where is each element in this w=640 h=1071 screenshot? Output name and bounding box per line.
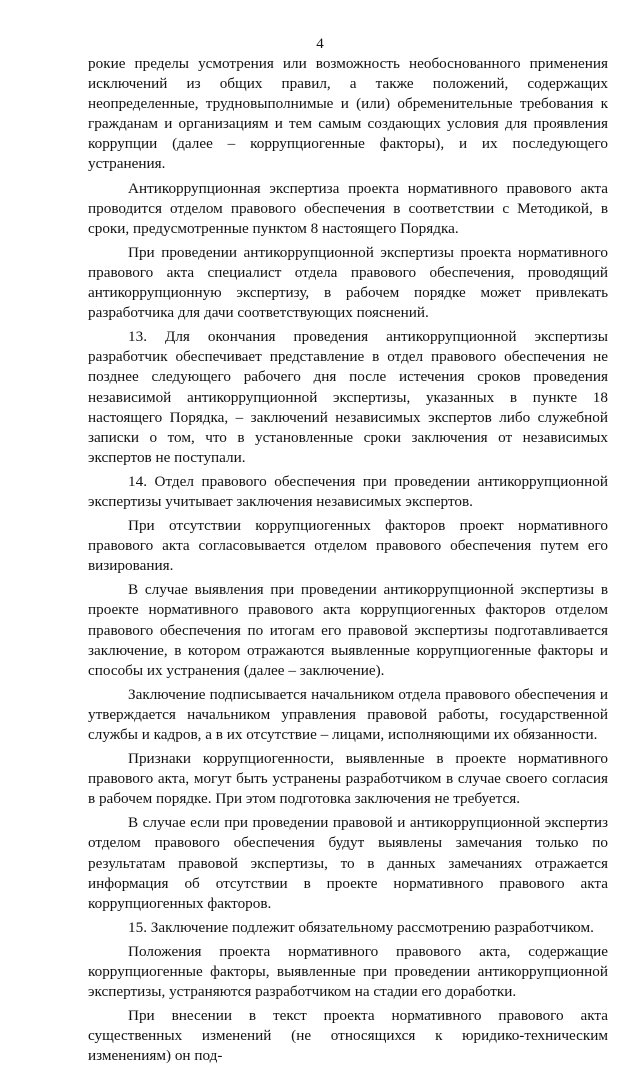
paragraph-item-15: 15. Заключение подлежит обязательному рассмотрению разработчиком. bbox=[128, 918, 594, 936]
paragraph: Антикоррупционная экспертиза проекта нормативного правового акта проводится отделом правового обеспечения в соответствии с Методикой, в сроки, предусмотренные пунктом 8 настоящего Порядка. bbox=[88, 179, 608, 237]
paragraph: В случае если при проведении правовой и антикоррупционной экспертиз отделом правового обеспечения будут выявлены замечания только по результатам правовой экспертизы, то в данных замечаниях отражается информация об отсутствии в проекте нормативного правового акта коррупциогенных факторов. bbox=[88, 814, 608, 912]
paragraph: В случае выявления при проведении антикоррупционной экспертизы в проекте нормативного правового акта коррупциогенных факторов отделом правового обеспечения по итогам его правовой экспертизы подготавливается заключение, в котором отражаются выявленные коррупциогенные факторы и способы их устранения (далее – заключение). bbox=[88, 581, 608, 679]
paragraph-item-13: 13. Для окончания проведения антикоррупционной экспертизы разработчик обеспечивает представление в отдел правового обеспечения не позднее следующего рабочего дня после истечения сроков проведения независимой антикоррупционной экспертизы, указанных в пункте 18 настоящего Порядка, – заключений независимых экспертов либо служебной записки о том, что в установленные сроки заключения от независимых экспертов не поступали. bbox=[88, 328, 608, 466]
paragraph: Положения проекта нормативного правового акта, содержащие коррупциогенные факторы, выявленные при проведении антикоррупционной экспертизы, устраняются разработчиком на стадии его доработки. bbox=[88, 942, 608, 1001]
paragraph: При проведении антикоррупционной экспертизы проекта нормативного правового акта специалист отдела правового обеспечения, проводящий антикоррупционную экспертизу, в рабочем порядке может привлекать разработчика для дачи соответствующих пояснений. bbox=[88, 243, 608, 322]
paragraph: Заключение подписывается начальником отдела правового обеспечения и утверждается начальником управления правовой работы, государственной службы и кадров, а в их отсутствие – лицами, исполняющими их обязанности. bbox=[88, 685, 608, 743]
document-body bbox=[88, 54, 608, 1071]
paragraph: Признаки коррупциогенности, выявленные в проекте нормативного правового акта, могут быть устранены разработчиком в случае своего согласия в рабочем порядке. При этом подготовка заключения не требуется. bbox=[88, 750, 608, 808]
paragraph: При внесении в текст проекта нормативного правового акта существенных изменений (не относящихся к юридико-техническим изменениям) он под- bbox=[88, 1007, 608, 1065]
paragraph: При отсутствии коррупциогенных факторов проект нормативного правового акта согласовывается отделом правового обеспечения путем его визирования. bbox=[88, 517, 608, 575]
paragraph-item-14: 14. Отдел правового обеспечения при проведении антикоррупционной экспертизы учитывает заключения независимых экспертов. bbox=[88, 472, 608, 510]
page-number: 4 bbox=[316, 36, 324, 52]
paragraph-continuation: рокие пределы усмотрения или возможность необоснованного применения исключений из общих правил, а также положений, содержащих неопределенные, трудновыполнимые и (или) обременительные требования к гражданам и организациям и тем самым создающих условия для проявления коррупции (далее – коррупциогенные факторы), и их последующего устранения. bbox=[88, 55, 608, 173]
